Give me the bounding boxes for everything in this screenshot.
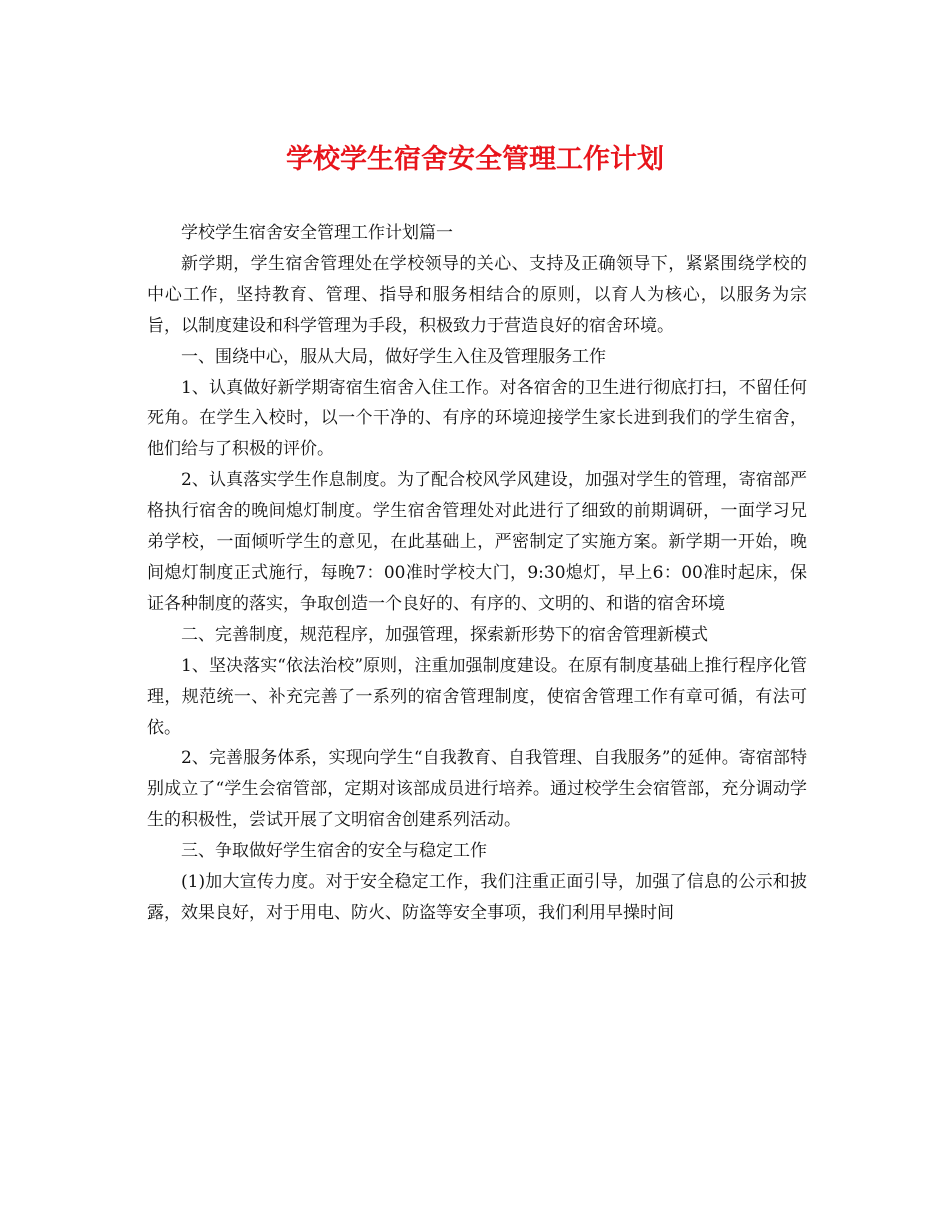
paragraph-heading-part-one: 学校学生宿舍安全管理工作计划篇一 bbox=[181, 223, 453, 243]
section-heading-3: 三、争取做好学生宿舍的安全与稳定工作 bbox=[181, 841, 487, 862]
section-heading-2: 二、完善制度，规范程序，加强管理，探索新形势下的宿舍管理新模式 bbox=[181, 624, 708, 645]
section-heading-1: 一、围绕中心，服从大局，做好学生入住及管理服务工作 bbox=[181, 346, 606, 367]
paragraph-intro: 新学期，学生宿舍管理处在学校领导的关心、支持及正确领导下，紧紧围绕学校的中心工作，坚持教育、管理、指导和服务相结合的原则，以育人为核心，以服务为宗旨，以制度建设和科学管理为手段，积极致力于营造良好的宿舍环境。 bbox=[147, 253, 807, 336]
paragraph-item-1-2: 2、认真落实学生作息制度。为了配合校风学风建设，加强对学生的管理，寄宿部严格执行宿舍的晚间熄灯制度。学生宿舍管理处对此进行了细致的前期调研，一面学习兄弟学校，一面倾听学生的意见，在此基础上，严密制定了实施方案。新学期一开始，晚间熄灯制度正式施行，每晚7：00准时学校大门，9:30熄灯，早上6：00准时起床，保证各种制度的落实，争取创造一个良好的、有序的、文明的、和谐的宿舍环境 bbox=[147, 470, 807, 614]
paragraph-item-1-1: 1、认真做好新学期寄宿生宿舍入住工作。对各宿舍的卫生进行彻底打扫，不留任何死角。在学生入校时，以一个干净的、有序的环境迎接学生家长进到我们的学生宿舍，他们给与了积极的评价。 bbox=[147, 377, 807, 460]
document-title: 学校学生宿舍安全管理工作计划 bbox=[286, 144, 664, 175]
paragraph-item-2-1: 1、坚决落实“依法治校”原则，注重加强制度建设。在原有制度基础上推行程序化管理，规范统一、补充完善了一系列的宿舍管理制度，使宿舍管理工作有章可循，有法可依。 bbox=[147, 655, 807, 738]
paragraph-item-2-2: 2、完善服务体系，实现向学生“自我教育、自我管理、自我服务”的延伸。寄宿部特别成立了“学生会宿管部，定期对该部成员进行培养。通过校学生会宿管部，充分调动学生的积极性，尝试开展了文明宿舍创建系列活动。 bbox=[147, 748, 807, 831]
document-body bbox=[147, 218, 807, 929]
paragraph-item-3-1: (1)加大宣传力度。对于安全稳定工作，我们注重正面引导，加强了信息的公示和披露，效果良好，对于用电、防火、防盗等安全事项，我们利用早操时间 bbox=[147, 872, 807, 923]
